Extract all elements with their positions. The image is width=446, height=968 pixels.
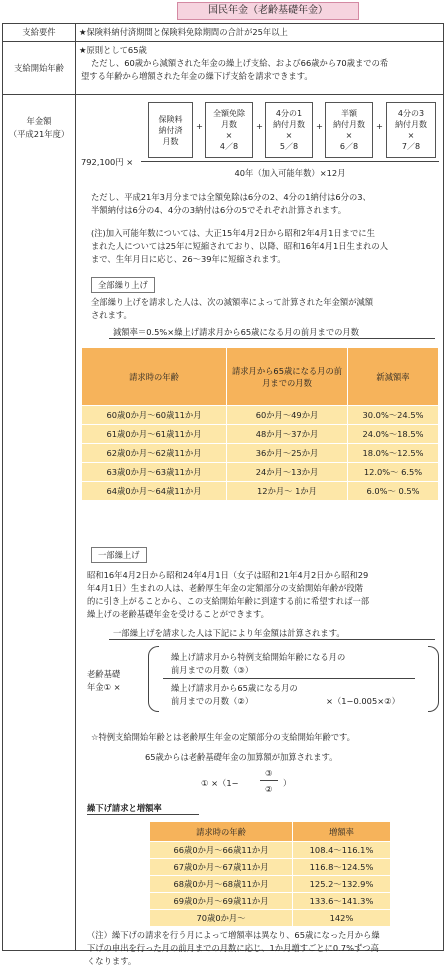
partial-desc: 繰上げの老齢基礎年金を受けることができます。 [87,609,269,619]
table-row: 63歳0か月～63歳11か月 24か月～13か月 12.0%～ 6.5% [82,463,439,482]
deferral-table [149,821,391,927]
col-header: 請求時の年齢 [150,822,293,842]
col-header: 請求月から65歳になる月の前月までの月数 [227,348,348,406]
plus-sign: + [316,121,323,131]
addition-den: ② [265,784,273,794]
start-age-line3: 望する年齢から増額された年金の繰下げ支給を請求できます。 [81,71,313,81]
col-header: 新減額率 [348,348,439,406]
amount-row [3,95,443,966]
note-line: ただし、平成21年3月分までは全額免除は6分の2、4分の1納付は6分の3、 [91,192,371,202]
frac-top: 繰上げ請求月から特例支給開始年齢になる月の [171,652,346,662]
partial-desc: 年4月1日）生まれの人は、老齢厚生年金の定額部分の支給開始年齢が段階 [87,583,364,593]
amount-label: 年金額 [26,116,52,126]
plus-sign: + [256,121,263,131]
frac-line [163,678,415,679]
table-row: 68歳0か月～68歳11か月 125.2～132.9% [150,876,391,893]
formula-box-paid: 保険料 納付済 月数 [148,102,193,158]
eligibility-text: ★保険料納付済期間と保険料免除期間の合計が25年以上 [79,27,288,37]
table-row: 66歳0か月～66歳11か月 108.4～116.1% [150,842,391,859]
full-advance-desc: されます。 [91,310,132,320]
full-advance-tag: 全部繰り上げ [91,277,155,293]
formula-denominator: 40年（加入可能年数）×12月 [234,168,346,178]
partial-desc: 的に引き上がることから、この支給開始年齢に到達する前に希望すれば一部 [87,596,370,606]
plus-sign: + [196,121,203,131]
formula-label: 年金① × [87,682,121,692]
formula-label: 老齢基礎 [87,669,121,679]
amount-label-year: （平成21年度） [8,129,70,139]
partial-note: ☆特例支給開始年齢とは老齢厚生年金の定額部分の支給開始年齢です。 [91,732,355,742]
table-row: 61歳0か月～61歳11か月 48か月～37か月 24.0%～18.5% [82,425,439,444]
deferral-underline [87,814,199,815]
table-row: 60歳0か月～60歳11か月 60か月～49か月 30.0%～24.5% [82,406,439,425]
table-row: 70歳0か月～ 142% [150,910,391,927]
start-age-line1: ★原則として65歳 [79,45,147,55]
formula-box-half: 半額 納付月数 × 6／8 [325,102,373,158]
addition-formula: ① ×（1− [201,778,239,788]
deferral-note: （注）繰下げの請求を行う月によって増額率は異なり、65歳になった月から繰 [87,930,380,940]
partial-heading: 一部繰上げを請求した人は下記により年金額は計算されます。 [113,628,345,638]
addition-frac-line [260,780,278,781]
deferral-heading: 繰下げ請求と増額率 [87,803,162,813]
note-line: 半額納付は6分の4、4分の3納付は6分の5でそれぞれ計算されます。 [91,205,347,215]
start-age-label: 支給開始年齢 [3,42,76,94]
formula-box-quarter: 4分の1 納付月数 × 5／8 [265,102,313,158]
table-row: 69歳0か月～69歳11か月 133.6～141.3% [150,893,391,910]
formula-base: 792,100円 × [81,157,134,167]
right-bracket [428,646,439,712]
deferral-note: くなります。 [87,956,137,966]
table-row: 62歳0か月～62歳11か月 36か月～25か月 18.0%～12.5% [82,444,439,463]
page-title: 国民年金（老齢基礎年金） [177,2,359,20]
deferral-note: 下げの申出を行った月の前月までの月数に応じ、1か月増すごとに0.7%ずつ高 [87,943,379,953]
pension-table [2,23,444,966]
start-age-row [3,42,443,95]
start-age-line2: ただし、60歳から減額された年金の繰上げ支給、および66歳から70歳までの希 [91,58,389,68]
addition-num: ③ [265,768,273,778]
addition-heading: 65歳からは老齢基礎年金の加算額が加算されます。 [145,752,338,762]
reduction-table [81,347,439,501]
note-line: まれた人については25年に短縮されており、以降、昭和16年4月1日生まれの人 [91,241,389,251]
frac-bottom: 前月までの月数（②） [171,696,254,706]
note-line: まで、生年月日に応じ、26～39年に短縮されます。 [91,254,286,264]
full-advance-desc: 全部繰り上げを請求した人は、次の減額率によって計算された年金額が減額 [91,297,374,307]
rate-underline [109,338,435,339]
formula-box-three-quarter: 4分の3 納付月数 × 7／8 [386,102,436,158]
addition-close: ） [283,778,292,788]
frac-bottom: 繰上げ請求月から65歳になる月の [171,683,298,693]
formula-box-full-exempt: 全額免除 月数 × 4／8 [205,102,253,158]
partial-advance-tag: 一部繰上げ [91,547,147,563]
frac-factor: ×（1−0.005×②） [326,696,400,706]
col-header: 請求時の年齢 [82,348,227,406]
frac-top: 前月までの月数（③） [171,665,254,675]
table-row: 64歳0か月～64歳11か月 12か月～ 1か月 6.0%～ 0.5% [82,482,439,501]
plus-sign: + [376,121,383,131]
col-header: 増額率 [293,822,391,842]
heading-underline [109,639,435,640]
table-row: 67歳0か月～67歳11か月 116.8～124.5% [150,859,391,876]
eligibility-row [3,24,443,42]
reduction-rate-formula: 減額率＝0.5%×繰上げ請求月から65歳になる月の前月までの月数 [113,327,360,337]
fraction-line [141,161,439,162]
eligibility-label: 支給要件 [3,24,76,41]
partial-desc: 昭和16年4月2日から昭和24年4月1日（女子は昭和21年4月2日から昭和29 [87,570,369,580]
amount-label-cell [3,95,76,950]
note-line: (注)加入可能年数については、大正15年4月2日から昭和2年4月1日までに生 [91,228,375,238]
left-bracket [148,646,159,712]
